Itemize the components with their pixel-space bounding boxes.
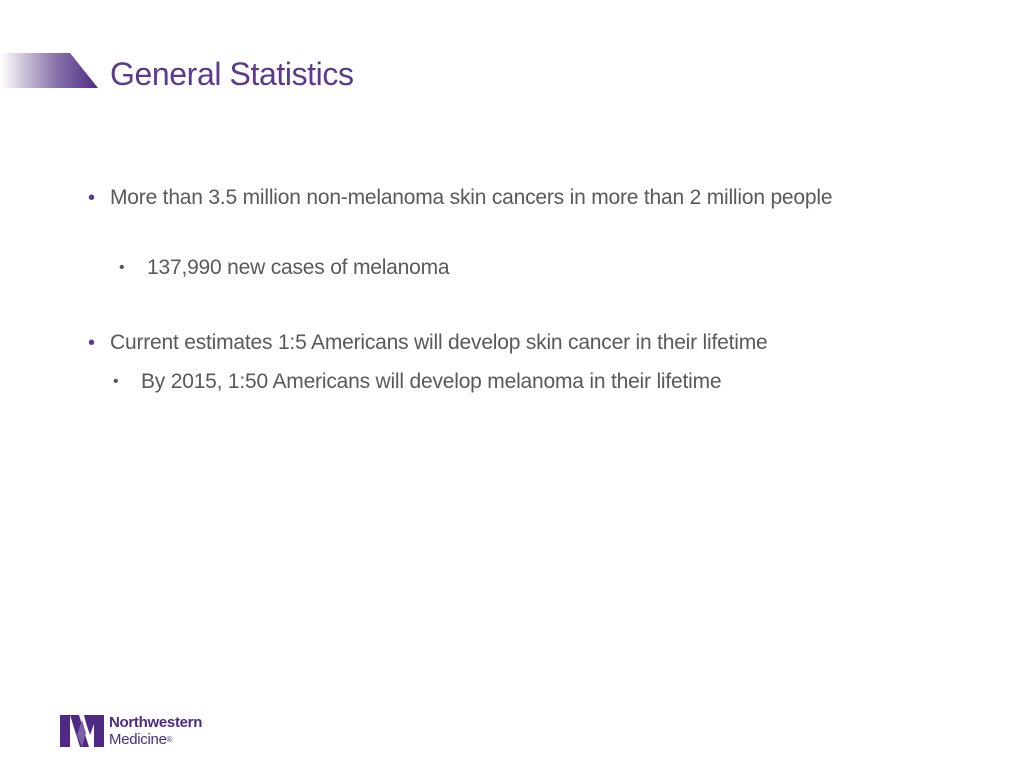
sub-bullet-text: By 2015, 1:50 Americans will develop melanoma in their lifetime	[141, 370, 722, 393]
sub-bullet-item	[119, 252, 847, 284]
bullet-dot-icon: •	[88, 332, 95, 354]
slide-title: General Statistics	[110, 56, 354, 92]
logo-wordmark-line1: Northwestern	[109, 714, 203, 731]
bullet-dot-icon: •	[119, 259, 125, 276]
northwestern-medicine-logo-mark-icon	[60, 715, 104, 747]
logo-wordmark-line2	[109, 731, 172, 748]
sub-bullet-item	[113, 366, 901, 398]
northwestern-medicine-logo	[60, 713, 240, 749]
logo-wordmark-medicine: Medicine	[109, 731, 167, 748]
bullet-dot-icon: •	[88, 187, 95, 209]
bullet-item	[88, 327, 910, 359]
registered-mark: ®	[166, 735, 173, 744]
bullet-text: More than 3.5 million non-melanoma skin cancers in more than 2 million people	[110, 186, 833, 209]
bullet-dot-icon: •	[113, 373, 119, 390]
bullet-item	[88, 182, 870, 214]
sub-bullet-text: 137,990 new cases of melanoma	[147, 256, 450, 279]
bullet-text: Current estimates 1:5 Americans will develop skin cancer in their lifetime	[110, 331, 768, 354]
